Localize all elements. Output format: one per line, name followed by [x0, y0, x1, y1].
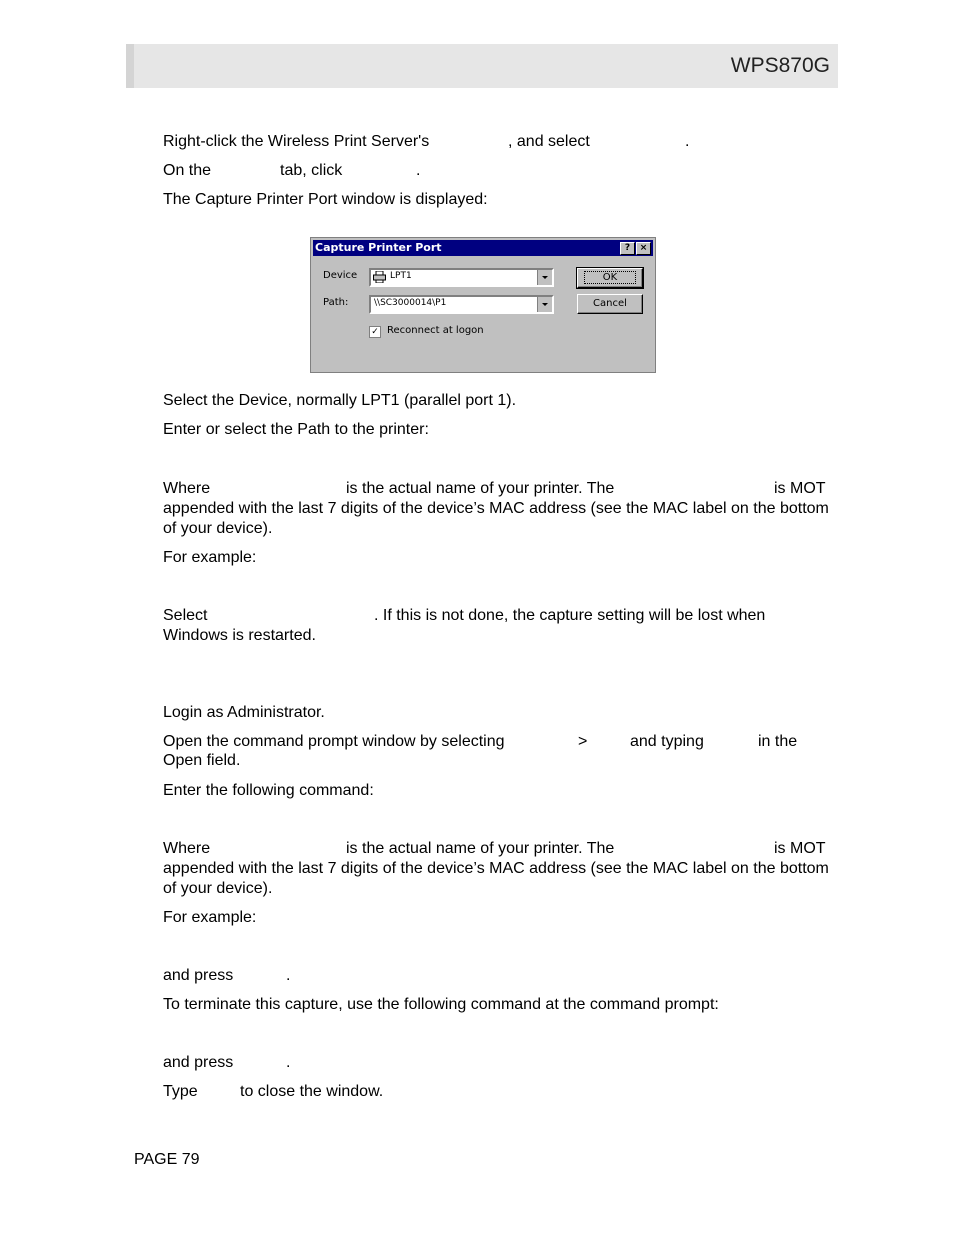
capture-printer-port-dialog — [310, 237, 656, 373]
dialog-title: Capture Printer Port — [315, 241, 442, 254]
step-login: Login as Administrator. — [163, 704, 325, 721]
help-button[interactable]: ? — [620, 242, 635, 255]
path-value: \\SC3000014\P1 — [374, 298, 447, 308]
where-rest-2: appended with the last 7 digits of the device’s MAC address (see the MAC label on the bottom of your device). — [163, 860, 829, 897]
device-dropdown-arrow[interactable] — [537, 270, 552, 285]
device-value: LPT1 — [390, 271, 412, 281]
path-dropdown-arrow[interactable] — [537, 297, 552, 312]
device-select[interactable] — [369, 268, 554, 287]
example-1: For example: — [163, 549, 257, 566]
header-stripe — [126, 44, 134, 88]
example-2: For example: — [163, 909, 257, 926]
step-select-device: Select the Device, normally LPT1 (parallel port 1). — [163, 392, 517, 409]
reconnect-label: Reconnect at logon — [387, 325, 484, 336]
where-rest-1: appended with the last 7 digits of the device’s MAC address (see the MAC label on the bottom of your device). — [163, 500, 829, 537]
path-select[interactable] — [369, 295, 554, 314]
step-capture-window: The Capture Printer Port window is displayed: — [163, 191, 488, 208]
header-bar — [126, 44, 838, 88]
cancel-button[interactable]: Cancel — [577, 294, 643, 314]
step-enter-cmd: Enter the following command: — [163, 782, 374, 799]
step-terminate: To terminate this capture, use the following command at the command prompt: — [163, 996, 719, 1013]
close-button[interactable]: × — [636, 242, 651, 255]
reconnect-checkbox[interactable]: ✓ — [369, 326, 381, 338]
open-cmd-rest: Open field. — [163, 752, 241, 769]
page-number: PAGE 79 — [134, 1151, 200, 1168]
printer-icon — [373, 271, 386, 283]
device-label: Device — [323, 270, 358, 281]
select-reconnect-rest: Windows is restarted. — [163, 627, 316, 644]
header-title: WPS870G — [730, 54, 830, 77]
path-label: Path: — [323, 297, 349, 308]
dialog-titlebar — [313, 240, 653, 256]
ok-button[interactable]: OK — [577, 268, 643, 288]
step-enter-path: Enter or select the Path to the printer: — [163, 421, 429, 438]
